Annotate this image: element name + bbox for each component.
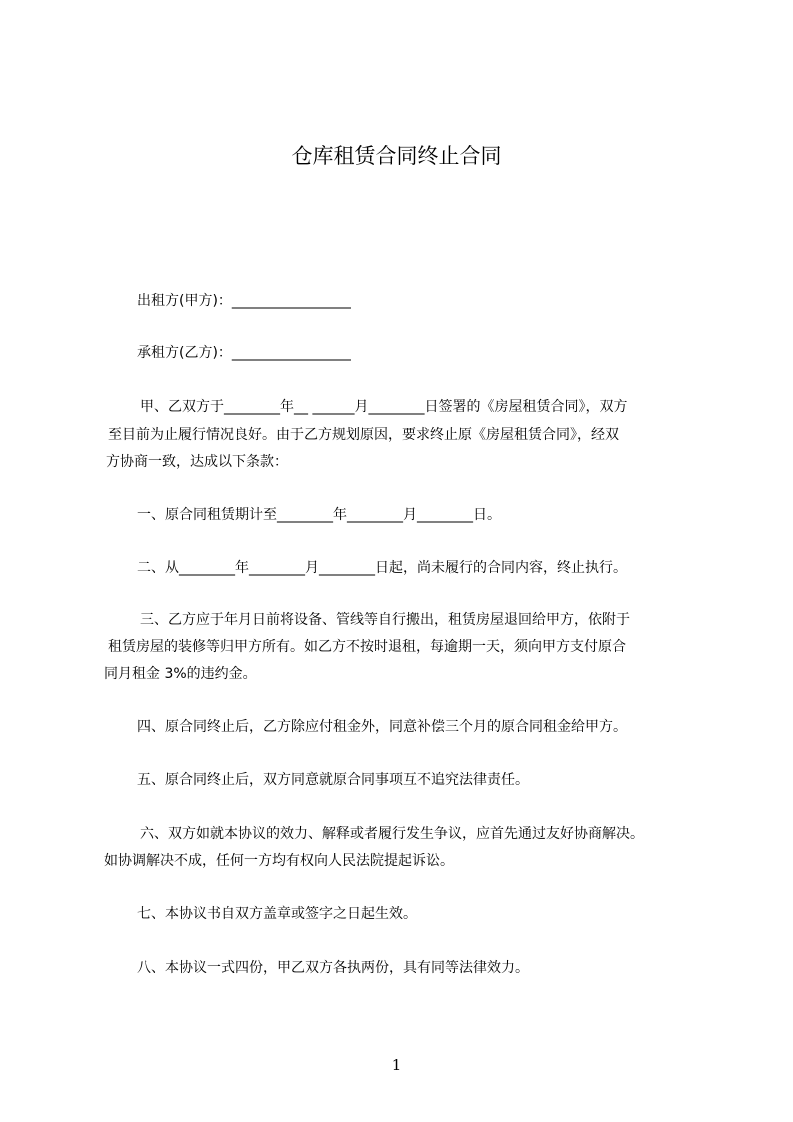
clause-5: 五、原合同终止后，双方同意就原合同事项互不追究法律责任。 [137,772,529,788]
intro-line-2: 至目前为止履行情况良好。由于乙方规划原因，要求终止原《房屋租赁合同》，经双 [108,427,619,443]
clause-2: 二、从________年________月________日起，尚未履行的合同内容，终止执行。 [137,560,627,576]
clause-7: 七、本协议书自双方盖章或签字之日起生效。 [137,906,417,922]
clause-6-line-1: 六、双方如就本协议的效力、解释或者履行发生争议，应首先通过友好协商解决。 [140,826,644,842]
intro-line-3: 方协商一致，达成以下条款： [106,454,288,470]
clause-4: 四、原合同终止后，乙方除应付租金外，同意补偿三个月的原合同租金给甲方。 [137,719,627,735]
clause-8: 八、本协议一式四份，甲乙双方各执两份，具有同等法律效力。 [137,960,529,976]
page-number: 1 [391,1056,402,1074]
lessor-line: 出租方(甲方)：_________________ [137,293,351,309]
document-title: 仓库租赁合同终止合同 [291,144,502,168]
intro-line-1: 甲、乙双方于________年__ ______月________日签署的《房屋租赁合同》，双方 [140,399,628,415]
lessee-line: 承租方(乙方)：_________________ [137,345,351,361]
clause-1: 一、原合同租赁期计至________年________月________日。 [137,507,501,523]
clause-3-line-1: 三、乙方应于年月日前将设备、管线等自行搬出，租赁房屋退回给甲方，依附于 [140,612,630,628]
clause-3-line-2: 租赁房屋的装修等归甲方所有。如乙方不按时退租，每逾期一天，须向甲方支付原合 [108,639,626,655]
clause-3-line-3: 同月租金 3%的违约金。 [104,666,257,682]
clause-6-line-2: 如协调解决不成，任何一方均有权向人民法院提起诉讼。 [104,853,454,869]
